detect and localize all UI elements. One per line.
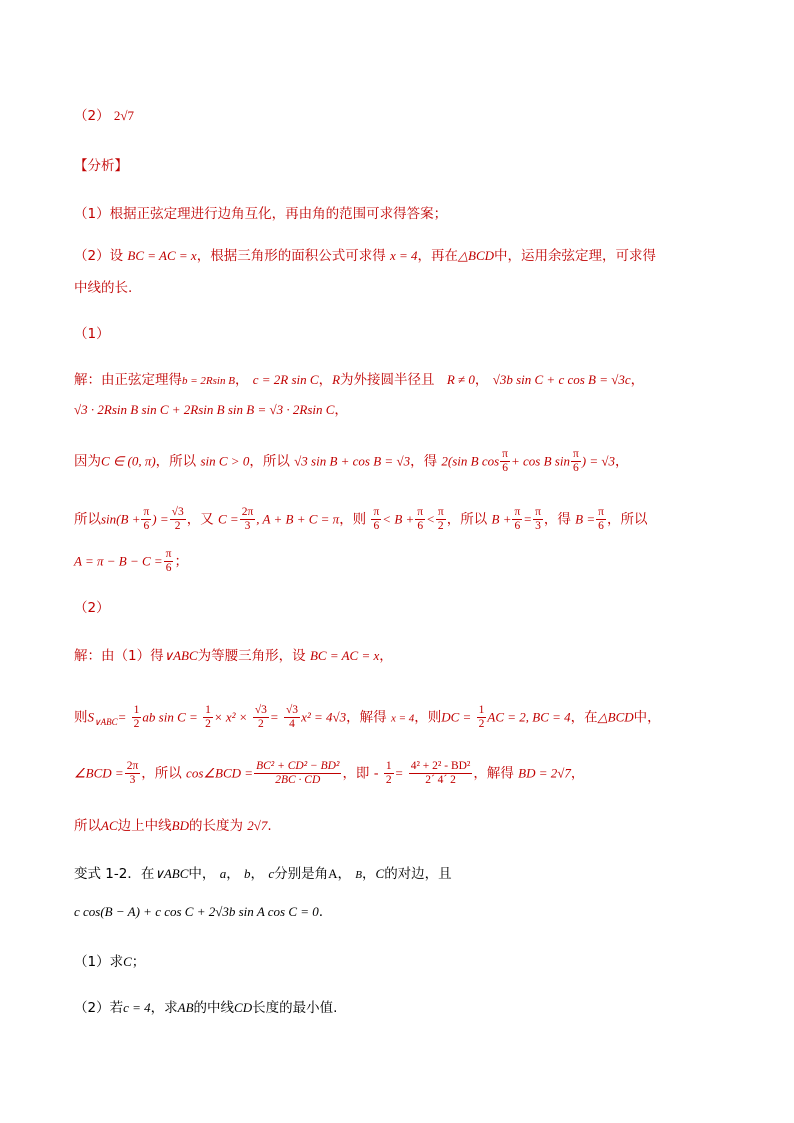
fraction: $\frac{\pi}{6}$ bbox=[143, 506, 150, 532]
answer-line bbox=[74, 106, 134, 126]
fraction: $\frac{\text{BC² + CD² − BD²}}{2BC \cdot CD}$ bbox=[256, 760, 340, 786]
part1-step-2: √3 · 2Rsin B sin C + 2Rsin B sin B = √3 · 2Rsin C， bbox=[74, 402, 348, 418]
fraction: $\frac{2\pi}{3}$ bbox=[126, 760, 139, 786]
fraction: $\frac{\pi}{6}$ bbox=[417, 506, 424, 532]
part1-step-4: 所以sin(B + $\frac{\pi}{6}$ ) = $\frac{√3}{2}$ ，又 C = $\frac{2\pi}{3}$ , A + B + C = π，则 $\frac{\pi}{6}$ < B + $\frac{\pi}{6}$ < $\frac{\pi}{2}$ ，所以 B + $\frac{\pi}{6}$ = $\frac{\pi}{3}$ ，得 B = $\frac{\pi}{6}$ ，所以 bbox=[74, 506, 648, 532]
fraction: $\frac{1}{2}$ bbox=[385, 760, 392, 786]
fraction: $\frac{\pi}{6}$ bbox=[165, 548, 172, 574]
fraction: $\frac{\pi}{6}$ bbox=[502, 448, 508, 474]
variant-q2: （2）若c = 4，求AB的中线CD长度的最小值. bbox=[74, 1000, 338, 1016]
analysis-point-2: （2）设 BC = AC = x，根据三角形的面积公式可求得 x = 4，再在△BCD中，运用余弦定理，可求得 bbox=[74, 248, 657, 264]
fraction: $\frac{\pi}{6}$ bbox=[598, 506, 604, 532]
part1-label: （1） bbox=[74, 326, 110, 342]
analysis-point-1: （1）根据正弦定理进行边角互化，再由角的范围可求得答案； bbox=[74, 206, 448, 222]
fraction: $\frac{\pi}{3}$ bbox=[535, 506, 541, 532]
part2-label: （2） bbox=[74, 600, 110, 616]
answer-value: 2√7 bbox=[113, 108, 135, 123]
fraction: $\frac{\text{4² + 2² - BD²}}{2´ 4´ 2}$ bbox=[410, 760, 471, 786]
fraction: $\frac{1}{2}$ bbox=[205, 704, 211, 730]
fraction: $\frac{1}{2}$ bbox=[478, 704, 485, 730]
part1-step-5: A = π − B − C = $\frac{\pi}{6}$ ； bbox=[74, 548, 188, 574]
fraction: $\frac{√3}{2}$ bbox=[171, 506, 184, 532]
variant-q1: （1）求C； bbox=[74, 954, 146, 970]
fraction: $\frac{\pi}{6}$ bbox=[373, 506, 380, 532]
part1-step-3: 因为C ∈ (0, π)，所以 sin C > 0，所以 √3 sin B + cos B = √3，得 2(sin B cos $\frac{\pi}{6}$ + cos B sin $\frac{\pi}{6}$ ) = √3， bbox=[74, 448, 629, 474]
analysis-point-2-cont: 中线的长. bbox=[74, 280, 133, 296]
fraction: $\frac{\pi}{6}$ bbox=[514, 506, 521, 532]
fraction: $\frac{\pi}{2}$ bbox=[437, 506, 444, 532]
fraction: $\frac{\pi}{6}$ bbox=[572, 448, 579, 474]
variant-question: 变式 1-2．在∨ABC中， a， b， c分别是角A， B，C的对边，且 bbox=[74, 866, 452, 882]
fraction: $\frac{2\pi}{3}$ bbox=[241, 506, 254, 532]
part2-step-4: 所以AC边上中线BD的长度为 2√7. bbox=[74, 818, 272, 834]
fraction: $\frac{√3}{2}$ bbox=[254, 704, 267, 730]
analysis-heading: 【分析】 bbox=[74, 158, 128, 174]
fraction: $\frac{1}{2}$ bbox=[133, 704, 140, 730]
part2-step-2: 则$S_{\vee ABC}=$ $\frac{1}{2}$ ab sin C = $\frac{1}{2}$ × x² × $\frac{√3}{2}$ = $\frac{√3}{4}$ x² = 4√3，解得 x = 4，则DC = $\frac{1}{2}$ AC = 2, BC = 4，在△BCD中， bbox=[74, 704, 661, 730]
answer-label: （2） bbox=[74, 108, 110, 124]
part2-step-1: 解：由（1）得∨ABC为等腰三角形，设 BC = AC = x， bbox=[74, 648, 393, 664]
variant-equation: c cos(B − A) + c cos C + 2√3b sin A cos C = 0. bbox=[74, 904, 324, 920]
part2-step-3: ∠BCD = $\frac{2\pi}{3}$ ，所以 cos∠BCD = $\frac{\text{BC² + CD² − BD²}}{2BC \cdot CD}$ ，即 - $\frac{1}{2}$ = $\frac{\text{4² + 2² - BD²}}{2´ 4´ 2}$ ，解得 BD = 2√7， bbox=[74, 760, 585, 786]
part1-step-1: 解：由正弦定理得b = 2Rsin B， c = 2R sin C，R为外接圆半径且 R ≠ 0， √3b sin C + c cos B = √3c， bbox=[74, 372, 645, 388]
fraction: $\frac{√3}{4}$ bbox=[286, 704, 299, 730]
